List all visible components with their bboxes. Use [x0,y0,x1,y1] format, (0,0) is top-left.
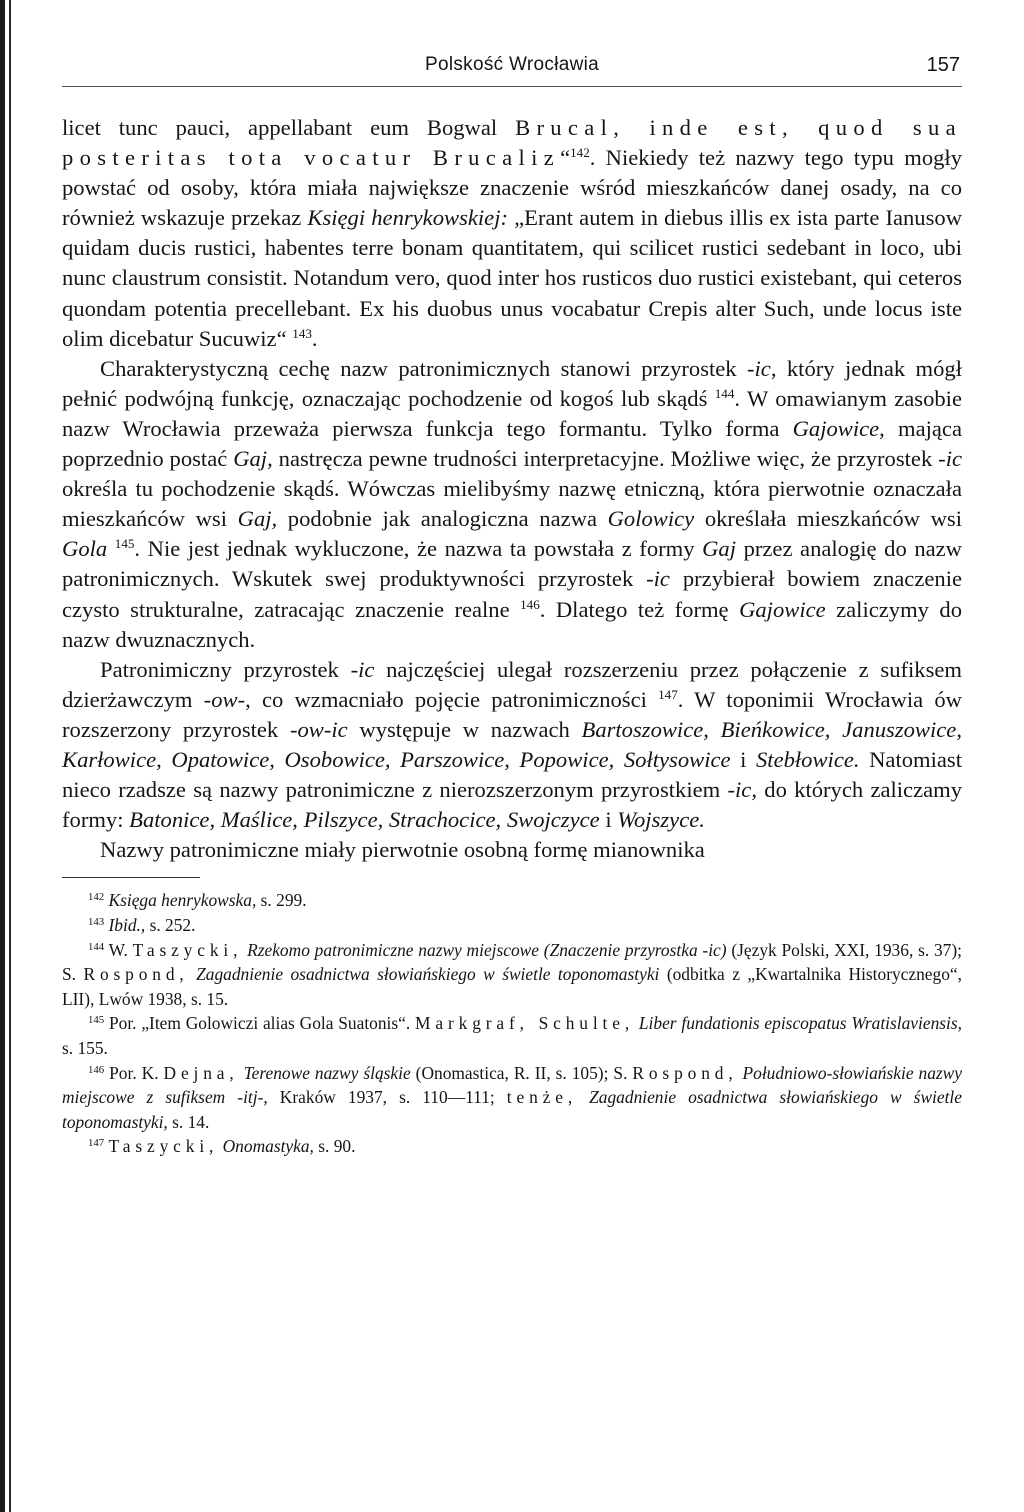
footnote-divider [62,877,200,878]
footnote-ref-142: 142 [570,144,590,160]
italic-text: Golowicy [607,506,695,532]
text-run: s. 155. [62,1037,108,1058]
footnote-number: 142 [88,891,105,904]
text-run: licet tunc pauci, appellabant eum Bogwal [62,115,516,140]
text-run: do których zaliczamy formy: [62,777,963,833]
text-run: i [730,746,756,772]
text-run: Charakterystyczną cechę nazw patronimicznych stanowi przyrostek [100,355,747,381]
italic-text: -ic [350,656,375,682]
italic-text: -ic [938,446,963,472]
italic-text: Bartoszowice, Bieńkowice, Januszowice, Karłowice, Opatowice, Osobowice, Parszowice, Popowice, Sołtysowice [62,716,962,772]
text-run: Por. K. [109,1062,164,1083]
paragraph-4 [62,835,962,865]
footnote-number: 145 [88,1014,105,1027]
text-run: Kraków 1937, s. 110—111; [267,1087,507,1108]
italic-text: -ic, [747,355,777,381]
spaced-text: Brucal, inde est, quod sua posteritas tota vocatur Brucaliz [62,115,962,171]
text-run: najczęściej ulegał rozszerzeniu przez połączenie z sufiksem dzierżawczym [62,656,962,712]
footnote-ref-145: 145 [114,536,135,552]
footnote-number: 146 [88,1063,105,1076]
italic-text: Gajowice, [792,415,885,441]
author-name: Rospond, [632,1062,738,1083]
text-run: W. [108,939,133,960]
text-run: Nazwy patronimiczne miały pierwotnie osobną formę mianownika [100,837,705,863]
text-run: Natomiast nieco rzadsze są nazwy patronimiczne z nierozszerzonym przyrostkiem [62,746,962,803]
text-run: . [311,325,318,351]
italic-text: Południowo-słowiańskie nazwy miejscowe z sufiksem -itj-, [62,1062,962,1108]
footnote-number: 147 [88,1137,105,1150]
text-run: . Niekiedy też nazwy tego typu mogły powstać od osoby, która miała największe znaczenie wśród mieszkańców danej osady, na co również wskazuje przekaz [62,145,962,231]
text-run: przybierał bowiem znaczenie czysto strukturalne, zatracając znaczenie realne [62,566,962,622]
running-header [62,48,962,87]
italic-text: Terenowe nazwy śląskie [238,1062,411,1083]
footnote-number: 144 [88,940,105,953]
author-name: Taszycki, [108,1136,219,1157]
italic-text: Wojszyce. [617,807,705,833]
italic-text: Liber fundationis episcopatus Wratislaviensis, [634,1013,962,1034]
italic-text: Zagadnienie osadnictwa słowiańskiego w świetle toponomastyki [188,964,660,985]
text-run: (odbitka z „Kwartalnika Historycznego“, LII), Lwów 1938, s. 15. [62,964,962,1009]
author-name: Taszycki, [132,939,243,960]
text-run: (Język Polski, XXI, 1936, s. 37); S. [62,939,962,985]
footnote-ref-143: 143 [292,325,312,341]
paragraph-1 [62,113,962,354]
text-run: podobnie jak analogiczna nazwa [277,506,608,532]
paragraph-3 [62,655,962,836]
author-name: Rospond, [83,964,189,985]
footnote-142 [62,888,962,913]
author-name: Dejna, [163,1062,239,1083]
text-run: s. 90. [313,1136,356,1157]
text-run: s. 252. [145,914,196,935]
italic-text: Gajowice [739,596,826,622]
text-run: . Dlatego też formę [539,596,740,622]
footnote-number: 143 [88,916,105,929]
footnote-144 [62,938,962,1012]
text-run: Por. „Item Golowiczi alias Gola Suatonis“. [108,1013,416,1034]
author-name: tenże, [506,1087,578,1108]
book-spine-edge [0,0,26,1512]
text-run: Patronimiczny przyrostek [100,656,351,682]
footnote-143 [62,913,962,938]
paragraph-2 [62,354,962,655]
footnote-ref-146: 146 [520,596,540,612]
text-run: . Nie jest jednak wykluczone, że nazwa ta powstała z formy [134,536,703,562]
italic-text: Onomastyka, [218,1136,314,1157]
text-run: i [599,807,618,833]
italic-text: Stebłowice. [756,746,860,772]
footnote-145 [62,1011,962,1060]
text-run: mająca poprzednio postać [62,415,962,472]
text-run: , co wzmacniało pojęcie patronimiczności [245,686,659,712]
italic-text: -ic [646,566,670,592]
footnote-147 [62,1134,962,1159]
italic-text: Gola [62,536,108,562]
italic-text: Zagadnienie osadnictwa słowiańskiego w świetle toponomastyki, [62,1087,962,1132]
italic-text: Gaj, [237,506,278,532]
italic-text: -ic, [727,777,757,803]
footnote-ref-147: 147 [658,686,678,702]
text-run: który jednak mógł pełnić podwójną funkcję, oznaczając pochodzenie od kogoś lub skądś [62,355,963,411]
text-run: występuje w nazwach [347,716,582,742]
page [62,48,962,1159]
text-run: . W toponimii Wrocławia ów rozszerzony przyrostek [62,686,962,742]
text-run: „Erant autem in diebus illis ex ista parte Ianusow quidam ducis rustici, habentes terre bonam quantitatem, qui scilicet rustici sedebant in loco, ubi nunc claustrum consistit. Notandum vero, quod inter hos rusticos duo rustici existebant, qui ceteros quondam potentia precellebant. Ex his duobus unus vocabatur Crepis alter Such, unde locus iste olim dicebatur Sucuwiz“ [62,205,963,351]
italic-text: Gaj [702,536,736,562]
italic-text: Księga henrykowska, [108,890,257,911]
text-run: s. 299. [256,890,307,911]
italic-text: Rzekomo patronimiczne nazwy miejscowe (Znaczenie przyrostka -ic) [242,939,727,960]
footnote-146 [62,1061,962,1135]
text-run: s. 14. [167,1111,210,1132]
text-run: przez analogię do nazw patronimicznych. Wskutek swej produktywności przyrostek [62,536,962,592]
italic-text: Batonice, Maślice, Pilszyce, Strachocice, Swojczyce [129,807,600,833]
running-title: Polskość Wrocławia [425,54,599,75]
footnote-ref-144: 144 [714,385,735,401]
text-run: “ [560,145,571,171]
page-number: 157 [926,54,960,76]
text-run: . W omawianym zasobie nazw Wrocławia przeważa pierwsza funkcja tego formantu. Tylko forma [62,385,962,441]
body-text [62,113,962,865]
italic-text: -ow- [203,686,246,712]
italic-text: Ibid., [108,914,146,935]
author-name: Markgraf, Schulte, [415,1013,635,1034]
italic-text: Gaj, [233,446,273,472]
italic-text: -ow-ic [289,716,348,742]
italic-text: Księgi henrykowskiej: [307,205,509,231]
text-run: (Onomastica, R. II, s. 105); S. [410,1062,633,1083]
text-run: określa tu pochodzenie skądś. Wówczas mielibyśmy nazwę etniczną, która pierwotnie oznaczała mieszkańców wsi [62,476,962,532]
text-run: nastręcza pewne trudności interpretacyjne. Możliwe więc, że przyrostek [272,446,939,472]
footnotes [62,888,962,1159]
text-run: zaliczymy do nazw dwuznacznych. [62,596,963,652]
text-run: określała mieszkańców wsi [694,506,962,532]
